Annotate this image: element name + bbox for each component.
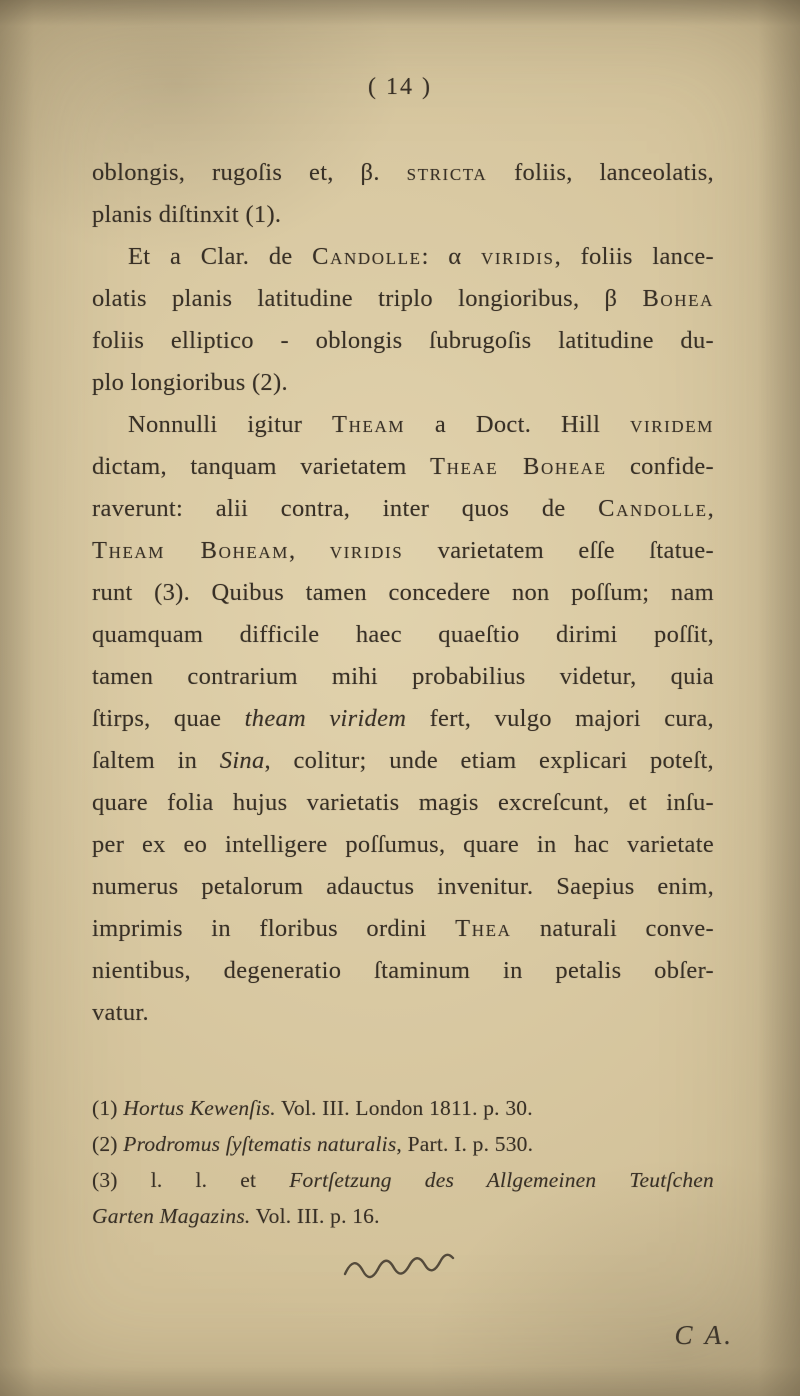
taxon-name: Candolle bbox=[598, 495, 708, 522]
text-segment: planis diſtinxit (1). bbox=[92, 201, 282, 228]
taxon-name: stricta bbox=[406, 159, 488, 186]
text-line bbox=[92, 278, 714, 320]
text-segment: (2) bbox=[92, 1132, 124, 1156]
text-segment: naturali conve- bbox=[511, 915, 714, 942]
text-line bbox=[92, 404, 714, 446]
text-segment: plo longioribus (2). bbox=[92, 369, 288, 396]
text-segment: olatis planis latitudine triplo longioribus, β bbox=[92, 285, 643, 312]
text-segment: raverunt: alii contra, inter quos de bbox=[92, 495, 599, 522]
italic-text: theam viridem bbox=[244, 705, 407, 732]
text-line bbox=[92, 446, 714, 488]
text-segment: Et a Clar. de bbox=[128, 243, 313, 270]
text-line bbox=[92, 194, 714, 236]
taxon-name: Candolle bbox=[312, 243, 422, 270]
text-segment: quare folia hujus varietatis magis excreſcunt, et inſu- bbox=[92, 789, 714, 816]
text-line bbox=[92, 1198, 714, 1234]
text-line bbox=[92, 782, 714, 824]
signature-mark: C A. bbox=[674, 1320, 734, 1350]
text-segment: ſaltem in bbox=[92, 747, 220, 774]
text-line bbox=[92, 824, 714, 866]
flourish-ornament bbox=[0, 1250, 800, 1295]
taxon-name: Bohea bbox=[642, 285, 714, 312]
taxon-name: viridem bbox=[630, 411, 714, 438]
text-segment: Vol. III. p. 16. bbox=[250, 1204, 380, 1228]
footnotes bbox=[92, 1090, 714, 1234]
text-segment: runt (3). Quibus tamen concedere non poſſum; nam bbox=[92, 579, 714, 606]
text-segment: quamquam difficile haec quaeſtio dirimi poſſit, bbox=[92, 621, 714, 648]
text-segment: numerus petalorum adauctus invenitur. Saepius enim, bbox=[92, 873, 714, 900]
text-segment: tamen contrarium mihi probabilius videtur, quia bbox=[92, 663, 714, 690]
taxon-name: viridis bbox=[481, 243, 555, 270]
taxon-name: Theam Boheam bbox=[92, 537, 289, 564]
text-line bbox=[92, 488, 714, 530]
text-segment: vatur. bbox=[92, 999, 149, 1026]
text-line bbox=[92, 572, 714, 614]
text-line bbox=[92, 320, 714, 362]
text-segment: per ex eo intelligere poſſumus, quare in hac varietate bbox=[92, 831, 714, 858]
taxon-name: Theam bbox=[332, 411, 406, 438]
text-segment: imprimis in floribus ordini bbox=[92, 915, 456, 942]
italic-text: Fortſetzung des Allgemeinen Teutſchen bbox=[289, 1168, 714, 1192]
text-segment: : α bbox=[421, 243, 482, 270]
italic-text: Hortus Kewenſis. bbox=[123, 1096, 276, 1120]
italic-text: Sina bbox=[219, 747, 265, 774]
text-segment: dictam, tanquam varietatem bbox=[92, 453, 430, 480]
text-line bbox=[92, 908, 714, 950]
text-segment: Nonnulli igitur bbox=[128, 411, 333, 438]
text-line bbox=[92, 530, 714, 572]
text-segment: fert, vulgo majori cura, bbox=[406, 705, 714, 732]
text-segment: , colitur; unde etiam explicari poteſt, bbox=[264, 747, 714, 774]
text-line bbox=[92, 236, 714, 278]
text-line bbox=[92, 950, 714, 992]
text-segment: nientibus, degeneratio ſtaminum in petalis obſer- bbox=[92, 957, 714, 984]
text-segment: , bbox=[288, 537, 330, 564]
squiggle-icon bbox=[341, 1250, 459, 1290]
text-segment: varietatem eſſe ſtatue- bbox=[403, 537, 714, 564]
text-line bbox=[92, 698, 714, 740]
body-text bbox=[92, 152, 714, 1034]
page-number: ( 14 ) bbox=[368, 74, 432, 100]
text-line bbox=[92, 614, 714, 656]
text-segment: oblongis, rugoſis et, β. bbox=[92, 159, 407, 186]
taxon-name: viridis bbox=[329, 537, 404, 564]
text-segment: , foliis lance- bbox=[554, 243, 715, 270]
italic-text: Prodromus ſyſtematis naturalis bbox=[123, 1132, 397, 1156]
text-segment: foliis, lanceolatis, bbox=[487, 159, 714, 186]
text-segment: Vol. III. London 1811. p. 30. bbox=[275, 1096, 533, 1120]
text-line bbox=[92, 656, 714, 698]
text-segment: (3) l. l. et bbox=[92, 1168, 290, 1192]
taxon-name: Theae Boheae bbox=[430, 453, 607, 480]
text-line bbox=[92, 152, 714, 194]
text-segment: (1) bbox=[92, 1096, 124, 1120]
text-line bbox=[92, 992, 714, 1034]
text-segment: , bbox=[707, 495, 714, 522]
text-segment: ſtirps, quae bbox=[92, 705, 245, 732]
text-segment: foliis elliptico - oblongis ſubrugoſis latitudine du- bbox=[92, 327, 714, 354]
italic-text: Garten Magazins. bbox=[92, 1204, 251, 1228]
text-line bbox=[92, 1162, 714, 1198]
text-segment: confide- bbox=[606, 453, 715, 480]
text-line bbox=[92, 866, 714, 908]
text-line bbox=[92, 1090, 714, 1126]
text-line bbox=[92, 1126, 714, 1162]
taxon-name: Thea bbox=[455, 915, 512, 942]
text-line bbox=[92, 362, 714, 404]
text-segment: a Doct. Hill bbox=[405, 411, 631, 438]
text-segment: , Part. I. p. 530. bbox=[396, 1132, 534, 1156]
text-line bbox=[92, 740, 714, 782]
